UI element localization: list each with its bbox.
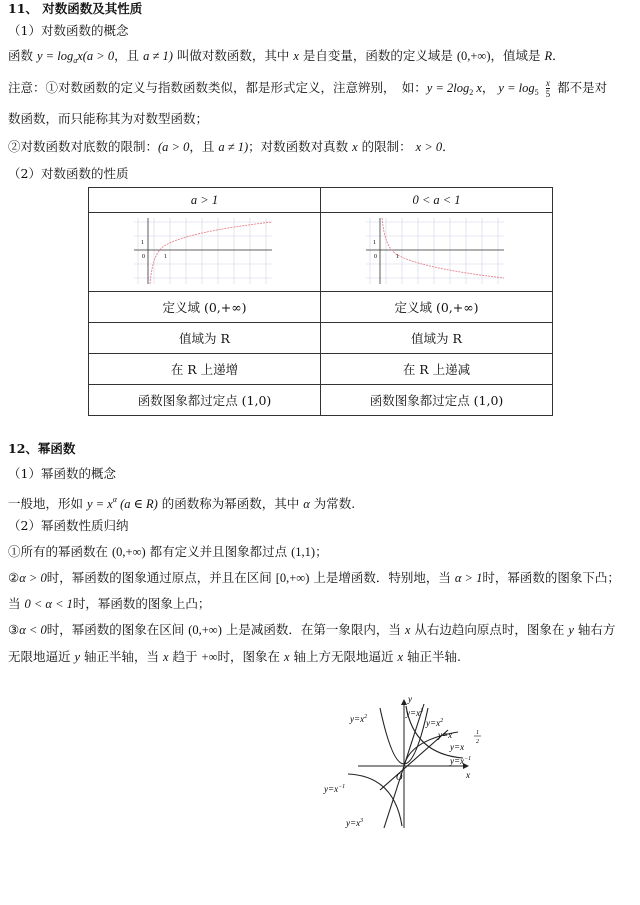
graph-label-one-x: 1: [163, 253, 167, 260]
prop-text: 轴正半轴.: [403, 649, 461, 664]
note-example-2: y = log: [498, 81, 535, 95]
prop-interval: [0,+∞): [275, 571, 310, 585]
def-text: ，且: [114, 48, 144, 63]
sec12-subheading-1: （1）幂函数的概念: [8, 466, 116, 481]
graph-cell-increasing: [89, 213, 321, 292]
log-properties-table: [88, 187, 553, 416]
label-y-x3-lower: $y=x^3$: [346, 818, 364, 828]
prop-interval: (0,+∞): [188, 623, 222, 637]
graph-label-one-y: 1: [140, 239, 144, 246]
prop-text: 上是增函数．特别地，当: [309, 570, 455, 585]
note-text: 都不是对: [557, 80, 608, 95]
table-cell: 定义域 (0,+∞): [89, 292, 321, 323]
label-half-numerator: 1: [476, 730, 479, 736]
prop-var: x: [404, 623, 411, 637]
prop-var: x: [397, 650, 404, 664]
def-arg: x(a > 0: [77, 49, 115, 63]
sec12-property-3-cont: [8, 648, 461, 666]
table-cell: 函数图象都过定点 (1,0): [89, 385, 321, 416]
def-text: 一般地，形如: [8, 496, 87, 511]
note-text: 的限制：: [357, 139, 416, 154]
figure-label-origin: O: [396, 772, 403, 782]
table-cell: 值域为 R: [89, 323, 321, 354]
sec11-subheading-2: （2）对数函数的性质: [8, 166, 129, 181]
prop-text: 时，幂函数的图象通过原点，并且在区间: [46, 570, 276, 585]
sec12-property-2: [8, 569, 620, 587]
def-text: 为常数.: [309, 496, 356, 511]
section-12-title: 12、幂函数: [8, 441, 76, 456]
def-text: ．: [552, 48, 565, 63]
sec12-property-1: [8, 543, 328, 561]
def-text: 的函数称为幂函数，其中: [157, 496, 304, 511]
table-cell: 定义域 (0,+∞): [321, 292, 553, 323]
def-cond: (a ∈ R): [116, 497, 158, 511]
note-text: ．: [442, 139, 455, 154]
power-function-figure: [318, 690, 493, 835]
prop-text: ③: [8, 622, 20, 637]
table-header-a-lt-1: 0 < a < 1: [321, 188, 553, 213]
note-example-1: y = 2log: [426, 81, 470, 95]
note-text: ，: [481, 80, 495, 95]
table-row-domain: [89, 292, 553, 323]
prop-text: 当: [8, 596, 25, 611]
def-range: R: [544, 49, 553, 63]
note-text: ，且: [189, 139, 219, 154]
log-curve-increasing: [150, 222, 272, 284]
label-y-x: y=x: [438, 730, 453, 740]
graph-label-zero: 0: [373, 253, 377, 260]
prop-var: y: [74, 650, 81, 664]
label-half-denominator: 2: [476, 739, 479, 745]
prop-text: ；: [315, 544, 328, 559]
fraction-denominator: 5: [545, 89, 551, 99]
prop-cond: α < 0: [19, 623, 47, 637]
prop-text: ①所有的幂函数在: [8, 544, 112, 559]
prop-text: 时，幂函数的图象下凸；: [482, 570, 620, 585]
graph-cell-decreasing: [321, 213, 553, 292]
def-text: 函数: [8, 48, 37, 63]
prop-text: 上是减函数．在第一象限内，当: [221, 622, 405, 637]
log-graph-decreasing: [362, 214, 512, 288]
note-example-1-arg: x: [473, 81, 482, 95]
table-header-row: [89, 188, 553, 213]
graph-grid: [134, 218, 272, 284]
prop-text: 时，图象在: [217, 649, 284, 664]
note-text: ；对数函数对真数: [248, 139, 353, 154]
def-cond: a ≠ 1): [143, 49, 173, 63]
note-cond: (a > 0: [158, 140, 190, 154]
def-func: y = x: [86, 497, 113, 511]
table-cell: 函数图象都过定点 (1,0): [321, 385, 553, 416]
prop-var: y: [568, 623, 574, 637]
def-alpha: α: [303, 497, 310, 511]
prop-text: 轴正半轴，当: [80, 649, 163, 664]
def-exponent: α: [112, 495, 117, 504]
table-cell: 在 R 上递减: [321, 354, 553, 385]
prop-text: 都有定义并且图象都过点: [145, 544, 292, 559]
figure-label-x-axis: x: [466, 770, 470, 780]
def-domain: (0,+∞): [456, 49, 491, 63]
section-11-title: 11、 对数函数及其性质: [8, 1, 143, 16]
note-text: 注意：①对数函数的定义与指数函数类似，都是形式定义，注意辨别， 如：: [8, 80, 427, 95]
note-example-1-base: 2: [469, 88, 474, 97]
prop-text: 轴上方无限地逼近: [289, 649, 398, 664]
note-var: x: [352, 140, 358, 154]
sec11-definition: [8, 47, 565, 70]
note-example-2-fraction: [546, 78, 551, 99]
label-y-x-inverse-left: $y=x^{-1}$: [324, 784, 346, 794]
note-cond: x > 0: [415, 140, 443, 154]
prop-cond: α > 1: [454, 571, 483, 585]
sec11-note-1: [8, 78, 607, 102]
prop-text: 轴右方: [573, 622, 616, 637]
sec11-subheading-1: （1）对数函数的概念: [8, 23, 129, 38]
log-curve-decreasing: [382, 218, 504, 278]
def-text: 叫做对数函数，其中: [172, 48, 294, 63]
label-y-x3: $y=x^3$: [406, 708, 424, 718]
prop-infinity: +∞: [201, 650, 218, 664]
prop-cond: α > 0: [19, 571, 47, 585]
prop-var: x: [283, 650, 290, 664]
sec11-note-2: [8, 138, 455, 156]
prop-text: 时，幂函数的图象在区间: [46, 622, 189, 637]
prop-point: (1,1): [291, 545, 316, 559]
prop-cond: 0 < α < 1: [24, 597, 73, 611]
prop-text: 无限地逼近: [8, 649, 75, 664]
def-text: 是自变量，函数的定义域是: [298, 48, 457, 63]
graph-label-one-y: 1: [372, 239, 376, 246]
def-text: ，值域是: [490, 48, 545, 63]
prop-text: 趋于: [168, 649, 202, 664]
label-y-x2-right: $y=x^2$: [426, 718, 444, 728]
table-header-a-gt-1: a > 1: [89, 188, 321, 213]
table-graph-row: [89, 213, 553, 292]
table-cell: 值域为 R: [321, 323, 553, 354]
graph-label-one-x: 1: [395, 253, 399, 260]
graph-grid: [366, 218, 504, 284]
def-var: x: [293, 49, 299, 63]
note-cond: a ≠ 1): [218, 140, 249, 154]
prop-interval: (0,+∞): [111, 545, 146, 559]
sec11-note-1-cont: 数函数，而只能称其为对数型函数；: [8, 111, 209, 126]
graph-label-zero: 0: [141, 253, 145, 260]
prop-var: x: [163, 650, 169, 664]
note-text: ②对数函数对底数的限制：: [8, 139, 159, 154]
sec12-property-2-cont: [8, 595, 210, 613]
table-row-monotonic: [89, 354, 553, 385]
label-y-x-inverse-right: $y=x^{-1}$: [450, 756, 472, 766]
sec12-property-3: [8, 621, 615, 639]
fraction-numerator: x: [545, 78, 550, 88]
table-cell: 在 R 上递增: [89, 354, 321, 385]
sec12-definition: [8, 491, 355, 513]
label-y-x2: $y=x^2$: [350, 714, 368, 724]
table-row-range: [89, 323, 553, 354]
def-base: a: [73, 56, 78, 65]
figure-label-y-axis: y: [408, 694, 412, 704]
label-y-x-half: y=x: [450, 742, 465, 752]
prop-text: 时，幂函数的图象上凸；: [72, 596, 211, 611]
def-func: y = log: [36, 49, 74, 63]
log-graph-increasing: [130, 214, 280, 288]
note-example-2-base: 5: [534, 88, 539, 97]
sec12-subheading-2: （2）幂函数性质归纳: [8, 518, 129, 533]
prop-text: ②: [8, 570, 20, 585]
table-row-fixed-point: [89, 385, 553, 416]
prop-text: 从右边趋向原点时，图象在: [410, 622, 569, 637]
